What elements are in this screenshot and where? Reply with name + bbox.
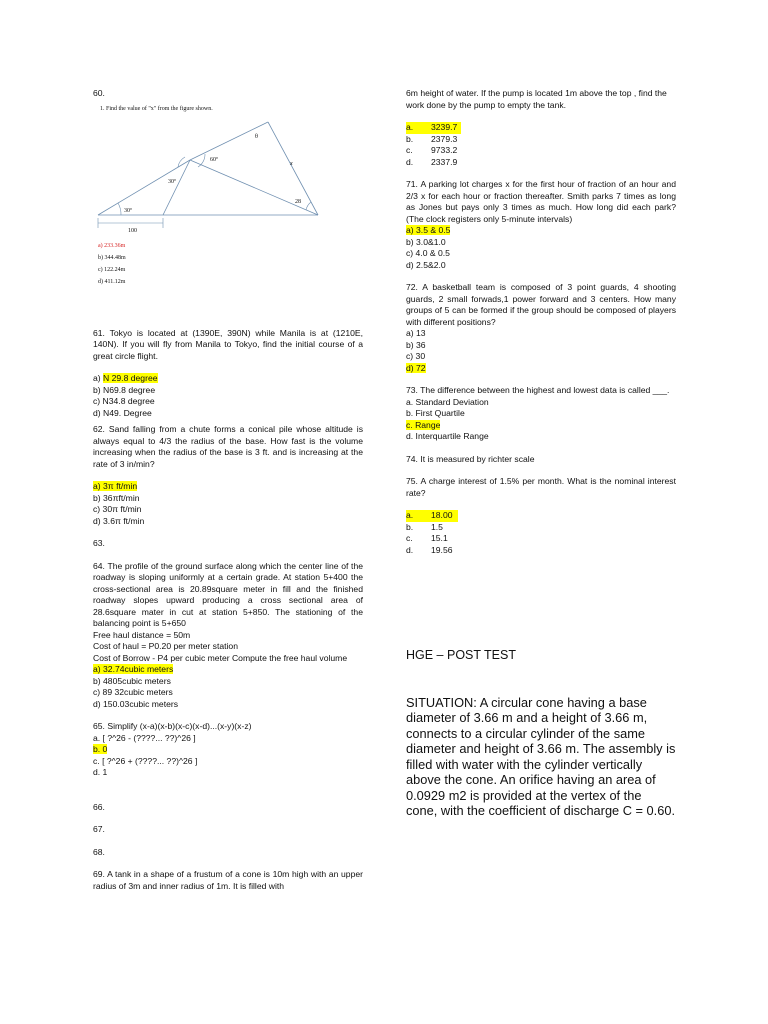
angle-arc-28: [306, 202, 311, 210]
q75-choice-b: [406, 522, 676, 534]
q64-choice-c: c) 89 32cubic meters: [93, 687, 173, 697]
thirty-top-label: 30º: [168, 178, 176, 185]
q65-choice-b: [93, 744, 363, 756]
q71-answer-highlight: a) 3.5 & 0.5: [406, 225, 451, 235]
hundred-label: 100: [128, 227, 137, 234]
twenty-eight-label: 28: [295, 198, 301, 205]
q64-choice-b: b) 4805cubic meters: [93, 675, 171, 686]
thirty-bottom-label: 30º: [124, 207, 132, 214]
q75-choice-d: [406, 545, 676, 557]
q65-choice-a: a. [ ?^26 - (????... ??)^26 ]: [93, 732, 196, 743]
q75-choice-c-value: 15.1: [431, 533, 448, 543]
q72-text: 72. A basketball team is composed of 3 point guards, 4 shooting guards, 2 small forwads,1 power forward and 3 centers. How many groups of 5 can be formed if the group should be composed of players with different positions?: [406, 282, 676, 327]
q72-choice-a: a) 13: [406, 328, 426, 338]
q61-choice-a-text: [93, 373, 158, 383]
q62-choice-a: [93, 481, 363, 493]
q60-choice-a: a) 233.36m: [98, 242, 126, 249]
angle-arc-30-bottom: [118, 203, 121, 215]
q64-line1: Free haul distance = 50m: [93, 629, 191, 640]
q73-choice-a: a. Standard Deviation: [406, 396, 489, 407]
q75-choice-d-letter: d.: [406, 544, 414, 555]
right-column: [406, 88, 676, 819]
q64-answer-highlight: a) 32.74cubic meters: [93, 664, 174, 674]
q66-number: 66.: [93, 801, 105, 812]
q71-choice-d: d) 2.5&2.0: [406, 259, 446, 270]
q64-text: 64. The profile of the ground surface along which the center line of the roadway is sloping uniformly at a certain grade. At station 5+400 the cross-sectional area is 20.89square meter in fill and the finished roadway slopes upward producing a cross sectional area of 28.6square mater in cut at station 5+850. The stationing of the balancing point is 5+650: [93, 560, 363, 628]
q75-text: 75. A charge interest of 1.5% per month. What is the nominal interest rate?: [406, 476, 676, 498]
q64-choice-a: [93, 664, 363, 676]
q61-choice-b: b) N69.8 degree: [93, 384, 156, 395]
q75-choice-c: [406, 533, 676, 545]
q61-choice-a-prefix: a): [93, 373, 104, 383]
q62-answer-highlight: a) 3π ft/min: [93, 481, 138, 491]
q69-continuation: 6m height of water. If the pump is located 1m above the top , find the work done by the pump to empty the tank.: [406, 88, 667, 110]
q60-choice-c: c) 122.24m: [98, 266, 126, 273]
q65-choice-d: d. 1: [93, 767, 108, 777]
q68-number: 68.: [93, 846, 105, 857]
q69-text: 69. A tank in a shape of a frustum of a cone is 10m high with an upper radius of 3m and inner radius of 1m. It is filled with: [93, 869, 363, 891]
q61-choice-a: [93, 373, 363, 385]
q73-choice-b: b. First Quartile: [406, 408, 465, 418]
q69-choice-b-letter: b.: [406, 133, 414, 144]
q71-choice-a: [406, 225, 676, 237]
q62-choice-b: b) 36πft/min: [93, 492, 140, 503]
situation-text: SITUATION: A circular cone having a base diameter of 3.66 m and a height of 3.66 m, connects to a circular cylinder of the same diameter and height of 3.66 m. The assembly is filled with water with the cylinder vertically above the cone. An orifice having an area of 0.0929 m2 is provided at the vertex of the cone, with the coefficient of discharge C = 0.60.: [406, 694, 676, 818]
q65-text: 65. Simplify (x-a)(x-b)(x-c)(x-d)...(x-y)(x-z): [93, 721, 252, 731]
q73-choice-d: d. Interquartile Range: [406, 431, 489, 441]
q69-choice-b: [406, 134, 676, 146]
q69-choice-d: [406, 157, 676, 169]
x-side-line: [268, 122, 318, 215]
q69-choice-a-letter: a.: [406, 122, 414, 132]
q73-choice-c: [406, 420, 676, 432]
q60-choice-b: b) 344.48m: [98, 254, 126, 261]
q69-choice-c-letter: c.: [406, 145, 413, 155]
q75-choice-a-letter: a.: [406, 510, 414, 520]
q74-text: 74. It is measured by richter scale: [406, 453, 535, 464]
q61-choice-d: d) N49. Degree: [93, 407, 152, 418]
theta-label: θ: [255, 133, 258, 140]
q73-answer-highlight: c. Range: [406, 419, 441, 430]
q72-answer-highlight: d) 72: [406, 362, 426, 373]
figure-title: 1. Find the value of "x" from the figure shown.: [100, 105, 213, 112]
q62-text: 62. Sand falling from a chute forms a conical pile whose altitude is always equal to 4/3 the radius of the base. How fast is the volume increasing when the radius of the base is 3 ft. and is increasing at the rate of 3 in/min?: [93, 424, 363, 469]
q60-choice-d: d) 411.12m: [98, 278, 126, 285]
q75-choice-d-value: 19.56: [431, 544, 453, 555]
q69-choice-a-value: 3239.7: [431, 122, 458, 132]
q64-choice-d: d) 150.03cubic meters: [93, 698, 179, 709]
q72-choice-c: c) 30: [406, 351, 426, 361]
q75-choice-b-value: 1.5: [431, 521, 443, 532]
q63-number: 63.: [93, 538, 105, 548]
left-column: [93, 88, 363, 892]
q69-choice-d-value: 2337.9: [431, 156, 458, 167]
q72-choice-b: b) 36: [406, 339, 426, 350]
q61-choice-c: c) N34.8 degree: [93, 396, 155, 406]
q69-choice-b-value: 2379.3: [431, 133, 458, 144]
section-heading: HGE – POST TEST: [406, 648, 516, 662]
q71-text: 71. A parking lot charges x for the first hour of fraction of an hour and 2/3 x for each hour or fraction thereafter. Smith parks 7 times as long as Jones but pays only 3 times as much. How long did each park? (The clock registers only 5-minute intervals): [406, 179, 676, 224]
q62-choice-d: d) 3.6π ft/min: [93, 515, 145, 526]
q60-number: 60.: [93, 88, 105, 98]
q75-choice-b-letter: b.: [406, 521, 414, 532]
q65-choice-c: c. [ ?^26 + (????... ??)^26 ]: [93, 755, 198, 766]
q72-choice-d: [406, 363, 676, 375]
q67-number: 67.: [93, 824, 105, 834]
q64-line2: Cost of haul = P0.20 per meter station: [93, 641, 238, 651]
q71-choice-c: c) 4.0 & 0.5: [406, 248, 450, 258]
q75-choice-c-letter: c.: [406, 533, 413, 543]
sixty-label: 60º: [210, 156, 218, 163]
q69-choice-d-letter: d.: [406, 156, 414, 167]
q62-choice-c: c) 30π ft/min: [93, 504, 142, 514]
q69-choice-c-value: 9733.2: [431, 145, 458, 155]
q64-line3: Cost of Borrow - P4 per cubic meter Compute the free haul volume: [93, 652, 348, 663]
q71-choice-b: b) 3.0&1.0: [406, 236, 446, 247]
q75-choice-a-value: 18.00: [431, 510, 453, 520]
x-label: x: [290, 160, 293, 167]
q61-text: 61. Tokyo is located at (1390E, 390N) while Manila is at (1210E, 140N). If you will fly from Manila to Tokyo, find the initial course of a great circle flight.: [93, 327, 363, 361]
q73-text: 73. The difference between the highest and lowest data is called ___.: [406, 385, 670, 395]
q61-answer-highlight: N 29.8 degree: [103, 373, 158, 383]
q60-figure: [93, 102, 323, 297]
q75-choice-a: [406, 510, 458, 522]
q69-choice-c: [406, 145, 676, 157]
q69-choice-a: [406, 122, 461, 134]
q65-answer-highlight: b. 0: [93, 744, 108, 754]
